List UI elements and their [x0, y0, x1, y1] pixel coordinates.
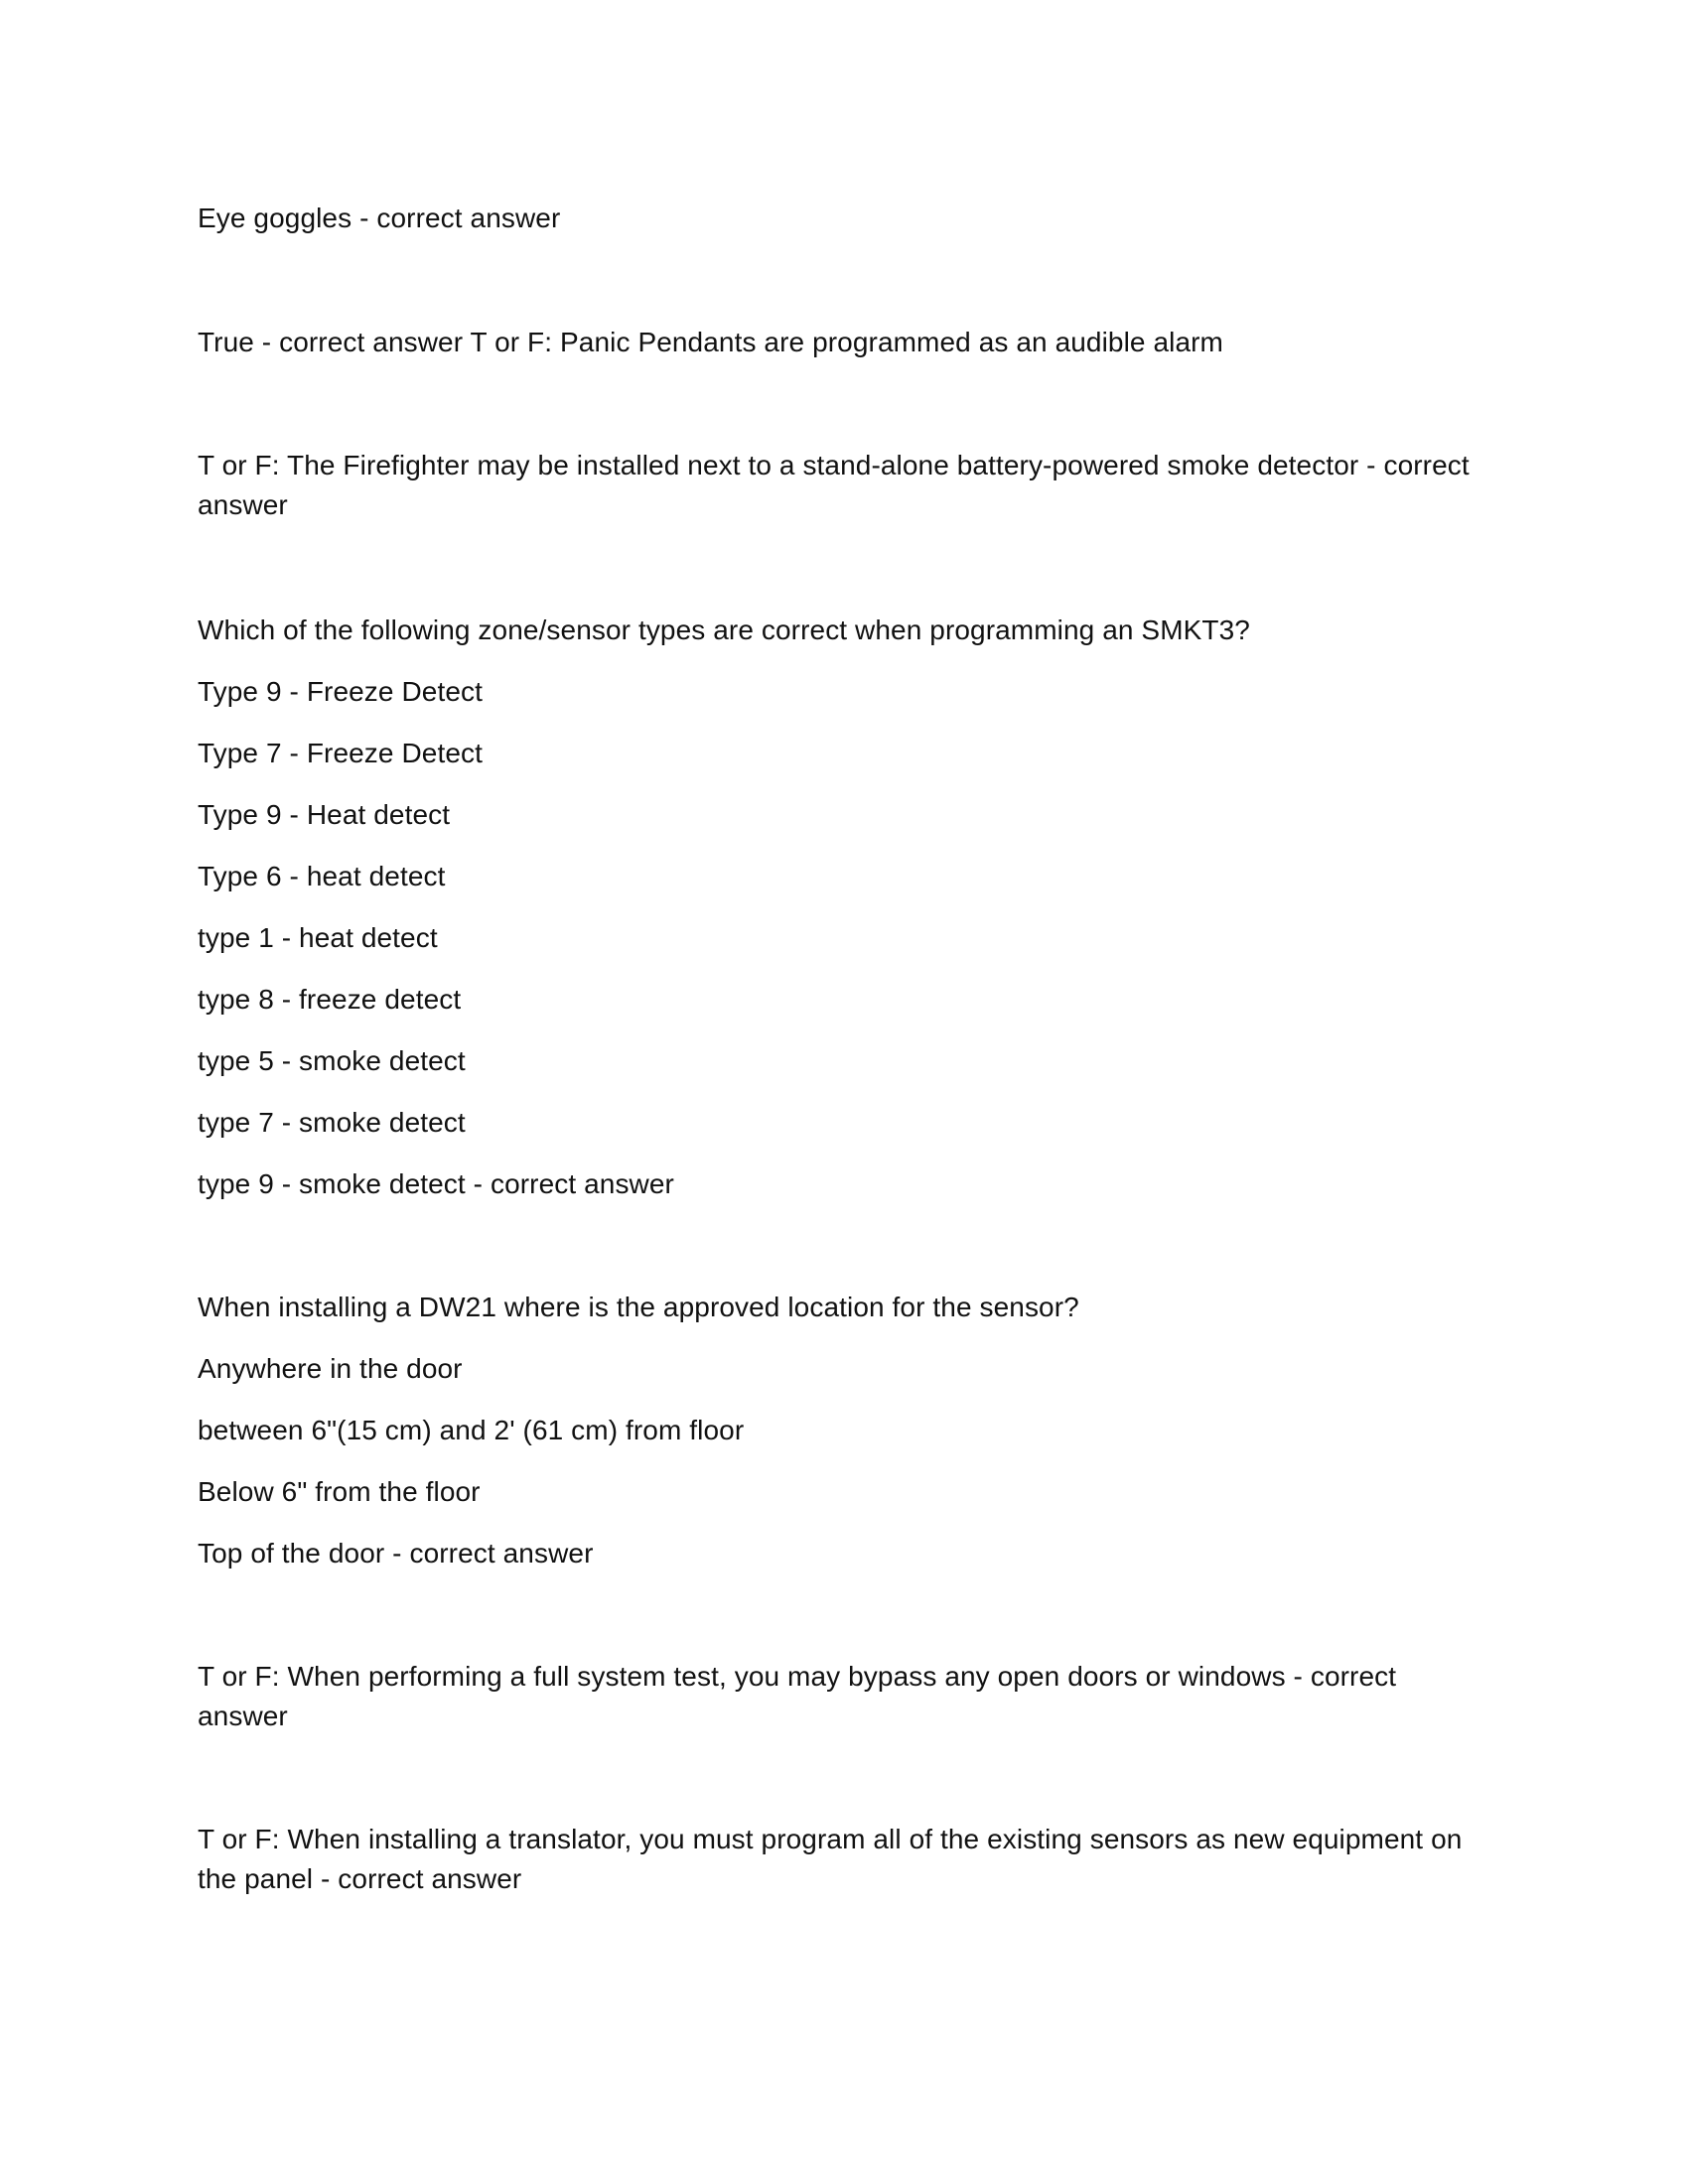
option-type-8-freeze: type 8 - freeze detect: [198, 984, 462, 1015]
option-type-1-heat: type 1 - heat detect: [198, 922, 438, 953]
option-type-9-heat: Type 9 - Heat detect: [198, 799, 451, 830]
question-firefighter-line-2: answer: [198, 489, 288, 520]
question-system-test-line-1: T or F: When performing a full system test, you may bypass any open doors or windows - correct: [198, 1661, 1397, 1692]
answer-eye-goggles: Eye goggles - correct answer: [198, 203, 561, 233]
option-type-6-heat: Type 6 - heat detect: [198, 861, 446, 891]
option-type-7-smoke: type 7 - smoke detect: [198, 1107, 466, 1138]
question-dw21: When installing a DW21 where is the approved location for the sensor?: [198, 1292, 1079, 1322]
question-translator-line-1: T or F: When installing a translator, you must program all of the existing sensors as new equipment on: [198, 1824, 1463, 1854]
option-anywhere-door: Anywhere in the door: [198, 1353, 463, 1384]
option-between-6-and-2: between 6"(15 cm) and 2' (61 cm) from floor: [198, 1415, 745, 1445]
question-firefighter-line-1: T or F: The Firefighter may be installed next to a stand-alone battery-powered smoke detector - correct: [198, 450, 1470, 480]
option-type-9-freeze: Type 9 - Freeze Detect: [198, 676, 483, 707]
option-type-9-smoke-correct: type 9 - smoke detect - correct answer: [198, 1168, 674, 1199]
option-top-door-correct: Top of the door - correct answer: [198, 1538, 594, 1569]
option-below-6: Below 6" from the floor: [198, 1476, 481, 1507]
question-translator-line-2: the panel - correct answer: [198, 1863, 522, 1894]
question-smkt3: Which of the following zone/sensor types are correct when programming an SMKT3?: [198, 614, 1250, 645]
option-type-5-smoke: type 5 - smoke detect: [198, 1045, 466, 1076]
question-system-test-line-2: answer: [198, 1701, 288, 1731]
answer-panic-pendants: True - correct answer T or F: Panic Pendants are programmed as an audible alarm: [198, 327, 1223, 357]
option-type-7-freeze: Type 7 - Freeze Detect: [198, 738, 483, 768]
